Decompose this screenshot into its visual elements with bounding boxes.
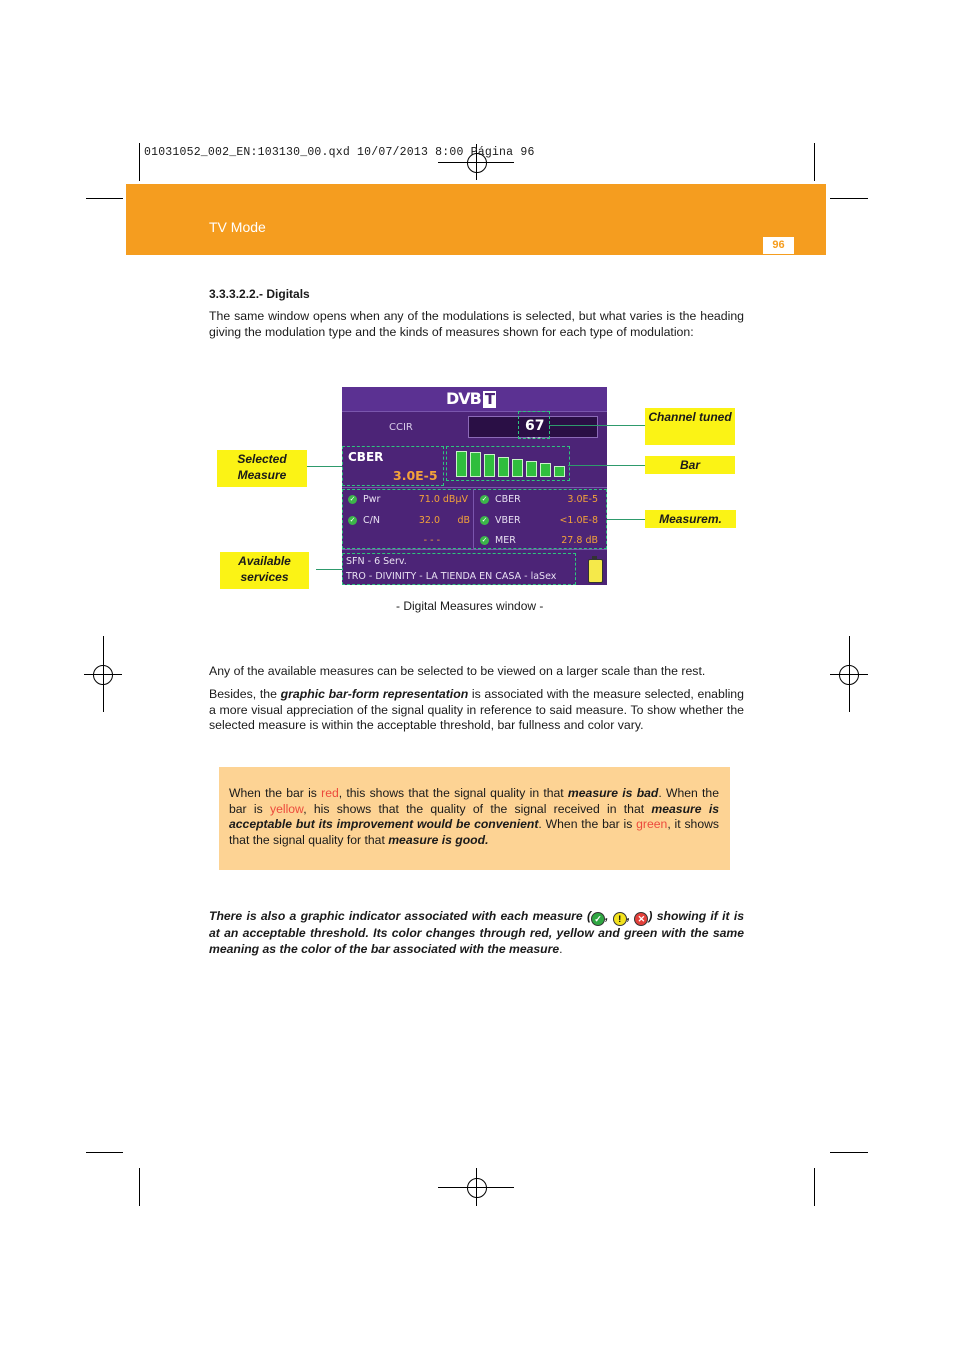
separator: , xyxy=(626,909,631,923)
measure-label: CBER xyxy=(495,494,521,505)
paragraph-1: Any of the available measures can be selected to be viewed on a larger scale than the rest. xyxy=(209,664,706,678)
crop-mark xyxy=(814,1168,815,1206)
signal-bar xyxy=(470,452,481,477)
emphasis: measure is acceptable but its improvement would be convenient xyxy=(229,801,719,831)
leader-line xyxy=(316,569,342,570)
green-check-icon: ✓ xyxy=(591,912,605,926)
crop-mark xyxy=(830,198,868,199)
crop-mark xyxy=(830,1152,868,1153)
signal-bar xyxy=(540,463,551,477)
callout-bar: Bar xyxy=(645,456,735,474)
text: . When the bar is xyxy=(538,817,637,831)
text: There is also a graphic indicator associated with each measure ( xyxy=(209,909,592,923)
crop-mark xyxy=(139,1168,140,1206)
measure-value: 32.0 xyxy=(418,515,440,526)
logo-main: DVB xyxy=(446,389,481,408)
green-check-icon: ✓ xyxy=(481,516,488,524)
measure-value: 27.8 dB xyxy=(561,535,598,546)
battery-icon xyxy=(588,559,603,583)
crop-mark xyxy=(86,198,123,199)
section-heading: 3.3.3.2.2.- Digitals xyxy=(209,287,310,301)
text: ) showing if it is at an acceptable threshold. Its color changes through red, yellow and green with the same meaning as the color of the bar associated with the measure xyxy=(209,909,745,956)
divider xyxy=(342,549,607,550)
intro-paragraph: The same window opens when any of the modulations is selected, but what varies is the heading giving the modulation type and the kinds of measures shown for each type of modulation: xyxy=(209,309,744,339)
services-list: TRO - DIVINITY - LA TIENDA EN CASA - laSex xyxy=(346,571,557,582)
emphasis: graphic bar-form representation xyxy=(280,687,469,701)
emphasis: measure is bad xyxy=(567,786,659,800)
note-text xyxy=(229,786,719,848)
registration-line xyxy=(438,162,514,163)
crop-mark xyxy=(139,143,140,181)
signal-bar xyxy=(512,459,523,477)
text: Besides, the xyxy=(209,687,281,701)
measure-value: <1.0E-8 xyxy=(559,515,598,526)
callout-channel-tuned: Channel tuned xyxy=(645,408,735,445)
page-number: 96 xyxy=(763,237,794,254)
callout-available-services: Available services xyxy=(220,552,309,589)
channel-dash: - - - xyxy=(527,433,541,442)
divider xyxy=(473,489,474,549)
measure-value: 71.0 dBµV xyxy=(418,494,468,505)
callout-selected-measure: Selected Measure xyxy=(217,450,307,487)
signal-bar xyxy=(456,451,467,477)
text: . When the bar is xyxy=(229,786,719,816)
registration-line xyxy=(438,1187,514,1188)
text: When the bar is xyxy=(229,786,322,800)
figure-caption: - Digital Measures window - xyxy=(396,599,544,613)
indicator-paragraph xyxy=(209,909,744,958)
signal-bar xyxy=(554,466,565,477)
standard-label: CCIR xyxy=(389,422,413,433)
separator: , xyxy=(605,909,609,923)
signal-bar xyxy=(498,457,509,477)
text: . xyxy=(559,941,563,956)
digital-measures-window xyxy=(342,387,607,585)
yellow-warning-icon: ! xyxy=(613,912,627,926)
crop-mark xyxy=(86,1152,123,1153)
paragraph-2 xyxy=(209,687,744,734)
green-check-icon: ✓ xyxy=(481,536,488,544)
text: is associated with the measure selected, enabling a more visual appreciation of the signal quality in reference to said measure. To show whether the selected measure is within the acceptable threshold, bar fullness and color vary. xyxy=(209,687,744,732)
green-check-icon: ✓ xyxy=(349,516,356,524)
measure-value: - - - xyxy=(423,535,440,546)
logo-suffix: T xyxy=(484,390,495,408)
leader-line xyxy=(307,466,342,467)
signal-bar xyxy=(526,461,537,477)
registration-line xyxy=(830,674,868,675)
divider xyxy=(342,487,607,488)
text: , his shows that the quality of the signal received in that xyxy=(303,801,652,816)
crop-mark xyxy=(814,143,815,181)
green-check-icon: ✓ xyxy=(481,495,488,503)
text: , it shows that the signal quality for that xyxy=(229,817,719,847)
leader-line xyxy=(568,465,645,466)
measure-label: C/N xyxy=(363,515,380,526)
leader-line xyxy=(607,519,645,520)
color-word: yellow xyxy=(269,801,304,816)
selected-measure-label: CBER xyxy=(348,450,384,464)
services-count: SFN - 6 Serv. xyxy=(346,556,407,567)
text: , this shows that the signal quality in that xyxy=(338,786,568,800)
section-title: TV Mode xyxy=(209,219,266,235)
callout-measurements: Measurem. xyxy=(645,510,736,528)
measure-value: 3.0E-5 xyxy=(567,494,598,505)
channel-number: 67 xyxy=(525,418,545,434)
measure-label: Pwr xyxy=(363,494,381,505)
print-slug: 01031052_002_EN:103130_00.qxd 10/07/2013 8:00 Página 96 xyxy=(144,146,535,159)
green-check-icon: ✓ xyxy=(349,495,356,503)
measure-label: MER xyxy=(495,535,516,546)
signal-bar xyxy=(484,454,495,477)
measure-label: VBER xyxy=(495,515,521,526)
measure-unit: dB xyxy=(457,515,470,526)
color-word: green xyxy=(636,817,668,831)
registration-mark-icon xyxy=(467,1178,487,1198)
color-word: red xyxy=(321,786,339,800)
red-cross-icon: ✕ xyxy=(634,912,648,926)
selected-measure-value: 3.0E-5 xyxy=(393,468,438,483)
dvbt-logo xyxy=(446,389,496,408)
emphasis: measure is good. xyxy=(388,832,489,847)
leader-line xyxy=(549,425,645,426)
registration-line xyxy=(84,674,122,675)
